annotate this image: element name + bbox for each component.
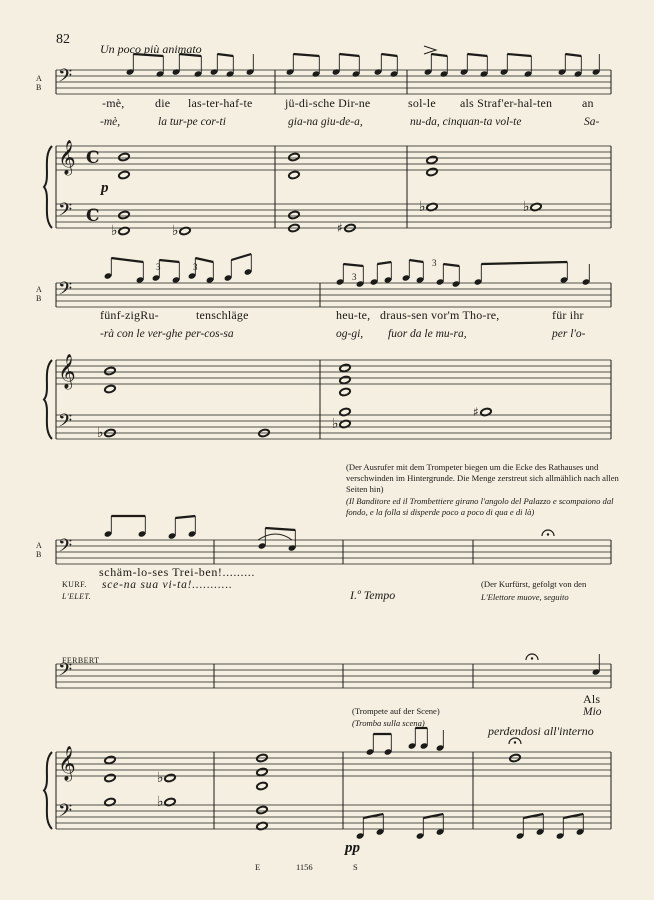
lyric-syllable: als Straf'er-hal-ten <box>460 96 553 110</box>
lyrics-german-line-3: schäm-lo-ses Trei-ben!......... <box>99 565 255 579</box>
kurfurst-direction-german: (Der Kurfürst, gefolgt von den <box>481 579 587 589</box>
treble-clef: 𝄞 <box>58 354 76 389</box>
lyric-syllable: las-ter-haf-te <box>188 96 253 110</box>
accent-mark <box>424 46 436 54</box>
voice-label-a: A <box>36 541 42 550</box>
flat-sign: ♭ <box>111 223 118 239</box>
lyric-syllable: heu-te, <box>336 308 371 322</box>
whole-note <box>118 211 130 220</box>
flat-sign: ♭ <box>419 199 426 215</box>
dynamic-marking: pp <box>345 840 360 856</box>
lyric-syllable: tenschläge <box>196 308 249 322</box>
bass-clef: 𝄢 <box>58 66 73 91</box>
whole-note <box>288 153 300 162</box>
footer-left: E <box>255 862 261 872</box>
lyric-syllable: fuor da le mu-ra, <box>388 328 467 340</box>
whole-note <box>426 168 438 177</box>
flat-sign: ♭ <box>172 223 179 239</box>
system2-bar1-beam <box>111 258 143 262</box>
system2-bar2-beam <box>377 262 391 264</box>
tremolo-figure-beam <box>423 814 443 818</box>
flat-sign: ♭ <box>523 199 530 215</box>
whole-note <box>256 782 268 791</box>
system1-bar2-beam <box>381 54 397 56</box>
lyric-syllable: für ihr <box>552 308 584 322</box>
bass-clef: 𝄢 <box>58 279 73 304</box>
lyric-syllable: -mè, <box>100 116 121 128</box>
tremolo-figure-beam <box>363 814 383 818</box>
system2-bar2-beam <box>409 260 423 262</box>
treble-clef: 𝄞 <box>58 746 76 781</box>
bass-clef: 𝄢 <box>58 660 73 685</box>
sharp-sign: ♯ <box>337 221 343 235</box>
piano-brace <box>44 752 52 829</box>
system2-bar1-beam <box>195 258 213 262</box>
ferbert-lyric-german: Als <box>583 692 601 706</box>
whole-note <box>104 385 116 394</box>
stage-direction-german: (Der Ausrufer mit dem Trompeter biegen um die Ecke des Rathauses und verschwinden im Hintergrunde. Die Menge zerstreut sich allmählich nach allen Seiten hin) <box>346 462 619 494</box>
whole-note <box>118 171 130 180</box>
tie-slur <box>258 534 292 540</box>
whole-note <box>104 774 116 783</box>
tremolo-figure-beam <box>563 814 583 818</box>
footer-plate-number: 1156 <box>296 862 313 872</box>
flat-sign: ♭ <box>157 770 164 786</box>
voice-label-b: B <box>36 550 42 559</box>
lyric-syllable: og-gi, <box>336 328 364 340</box>
whole-note <box>426 156 438 165</box>
lyrics-italian-line-3: sce-na sua vi-ta!........... <box>102 579 233 591</box>
tempo-primo: I.º Tempo <box>350 588 396 602</box>
whole-note <box>339 376 351 385</box>
system3-bar2-beam <box>265 528 295 530</box>
trumpet-direction-german: (Trompete auf der Scene) <box>352 706 440 716</box>
flat-sign: ♭ <box>157 794 164 810</box>
system1-bar3-beam <box>565 54 581 56</box>
bass-clef: 𝄢 <box>58 200 73 225</box>
system1-bar3-beam <box>467 54 487 56</box>
voice-label-a: A <box>36 74 42 83</box>
system2-bar1-beam <box>159 260 179 262</box>
piano-brace <box>44 146 52 228</box>
bass-clef: 𝄢 <box>58 801 73 826</box>
system1-bar3-beam <box>507 54 531 56</box>
whole-note <box>104 756 116 765</box>
part-label-elettore: L'ELET. <box>62 592 92 601</box>
lyric-syllable: per l'o- <box>552 328 586 340</box>
flat-sign: ♭ <box>97 425 104 441</box>
lyric-syllable: fünf-zigRu- <box>100 308 159 322</box>
lyric-syllable: nu-da, cinquan-ta vol-te <box>410 116 522 128</box>
whole-note <box>256 768 268 777</box>
whole-note <box>256 806 268 815</box>
system2-bar1-beam <box>231 254 251 260</box>
whole-note <box>288 211 300 220</box>
system3-bar1-beam <box>175 516 195 518</box>
lyric-syllable: -rà con le ver-ghe per-cos-sa <box>100 328 234 340</box>
triplet-mark: 3 <box>193 262 198 272</box>
treble-clef: 𝄞 <box>58 140 76 175</box>
common-time: C <box>86 148 100 168</box>
trumpet-direction-italian: (Tromba sulla scena) <box>352 718 425 728</box>
whole-note <box>339 388 351 397</box>
lyric-syllable: die <box>155 96 171 110</box>
bass-clef: 𝄢 <box>58 411 73 436</box>
triplet-mark: 3 <box>156 262 161 272</box>
tempo-marking: Un poco più animato <box>100 42 202 56</box>
system1-bar1-beam <box>217 54 233 56</box>
lyric-syllable: sol-le <box>408 96 436 110</box>
voice-label-b: B <box>36 83 42 92</box>
whole-note <box>339 364 351 373</box>
piano-brace <box>44 360 52 439</box>
system1-bar2-beam <box>339 54 359 56</box>
fermata-dot <box>547 533 549 535</box>
system2-bar2-beam <box>343 264 363 266</box>
voice-label-a: A <box>36 285 42 294</box>
lyric-syllable: draus-sen vor'm Tho-re, <box>380 308 500 322</box>
voice-label-b: B <box>36 294 42 303</box>
system2-bar2-beam <box>481 262 567 264</box>
triplet-mark: 3 <box>432 258 437 268</box>
ferbert-lyric-italian: Mio <box>583 706 602 718</box>
part-label-ferbert: FERBERT <box>62 656 100 665</box>
lyric-syllable: an <box>582 96 594 110</box>
lyric-syllable: la tur-pe cor-ti <box>158 116 226 128</box>
whole-note <box>118 153 130 162</box>
system1-bar2-beam <box>293 54 319 56</box>
lyric-syllable: Sa- <box>584 116 600 128</box>
whole-note <box>288 171 300 180</box>
kurfurst-direction-italian: L'Elettore muove, seguito <box>481 592 569 602</box>
lyric-syllable: -mè, <box>102 96 125 110</box>
perdendosi-marking: perdendosi all'interno <box>488 724 594 738</box>
footer-right: S <box>353 862 358 872</box>
flat-sign: ♭ <box>332 416 339 432</box>
fermata-dot <box>531 657 533 659</box>
fermata-dot <box>514 741 516 743</box>
bass-clef: 𝄢 <box>58 536 73 561</box>
dynamic-marking: p <box>101 180 109 196</box>
stage-direction-italian: (Il Banditore ed il Trombettiere girano l'angolo del Palazzo e scompaiono dal fondo, e la folla si disperde poco a poco di qua e di là) <box>346 496 614 517</box>
common-time: C <box>86 206 100 226</box>
system1-bar3-beam <box>431 54 447 56</box>
part-label-kurfurst: KURF. <box>62 580 87 589</box>
lyric-syllable: gia-na giu-de-a, <box>288 116 363 128</box>
page-number: 82 <box>56 32 70 47</box>
system2-bar2-beam <box>443 264 459 266</box>
whole-note <box>164 774 176 783</box>
sharp-sign: ♯ <box>473 405 479 419</box>
triplet-mark: 3 <box>352 272 357 282</box>
tremolo-figure-beam <box>523 814 543 818</box>
lyric-syllable: jü-di-sche Dir-ne <box>285 96 371 110</box>
whole-note <box>104 367 116 376</box>
